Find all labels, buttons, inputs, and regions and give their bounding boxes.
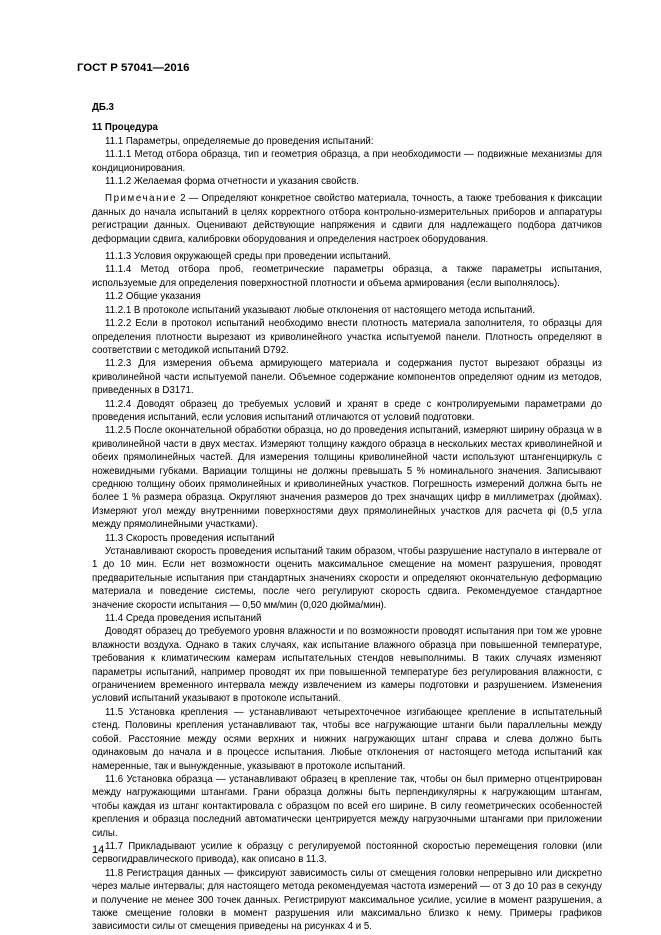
paragraph-11-8: 11.8 Регистрация данных — фиксируют зависимость силы от смещения головки непрерывно или дискретно через малые интервалы; для настоящего метода рекомендуемая частота измерений — от 3 до 10 раз в секунду и получение не менее 300 точек данных. Регистрируют максимальное усилие, усилие в момент разрушения, а также смещение головки в момент разрушения или максимально близко к нему. Примеры графиков зависимости силы от смещения приведены на рисунках 4 и 5.: [92, 867, 602, 933]
appendix-label: ДБ.3: [92, 102, 114, 113]
paragraph-11-1-4: 11.1.4 Метод отбора проб, геометрические параметры образца, а также параметры испытания, используемые для определения поверхностной плотности и объема армирования (если выполнялось).: [92, 264, 602, 289]
paragraph-11-6: 11.6 Установка образца — устанавливают образец в крепление так, чтобы он был примерно отцентрирован между нагружающими штангами. Грани образца должны быть перпендикулярны к нагружающим штангам, чтобы каждая из штанг контактировала с образцом по всей его ширине. В силу геометрических особенностей крепления и образца последний автоматически центрируется между нагрузочными штангами при приложении силы.: [92, 773, 602, 839]
paragraph-11-2-2: 11.2.2 Если в протокол испытаний необходимо внести плотность материала заполнителя, то образцы для определения плотности вырезают из криволинейного участка испытуемой панели. Плотность определяют в соответствии с методикой испытаний D792.: [92, 318, 602, 356]
paragraph-11-3-body: Устанавливают скорость проведения испытаний таким образом, чтобы разрушение наступало в интервале от 1 до 10 мин. Если нет возможности оценить максимальное смещение на момент разрушения, проводят предварительные испытания при стандартных значениях скорости и определяют окончательную деформацию материала и поведение системы, после чего регулируют скорость сдвига. Рекомендуемое стандартное значение скорости испытания — 0,50 мм/мин (0,020 дюйма/мин).: [92, 546, 602, 611]
paragraph-11-2-4: 11.2.4 Доводят образец до требуемых условий и хранят в среде с контролируемыми параметрами до проведения испытаний, если условия испытаний отличаются от условий подготовки.: [92, 398, 602, 423]
paragraph-11-1-2: 11.1.2 Желаемая форма отчетности и указания свойств.: [105, 176, 359, 188]
note-body: 2 — Определяют конкретное свойство материала, точность, а также требования к фиксации данных до начала испытаний в целях корректного отбора контрольно-измерительных приборов и аппаратуры регистрации данных. Оценивают действующие напряжения и сдвиги для надлежащего подбора датчиков деформации сдвига, калибровки оборудования и определения настроек оборудования.: [92, 193, 602, 245]
note-2: [92, 192, 602, 246]
paragraph-11-2-1: 11.2.1 В протоколе испытаний указывают любые отклонения от настоящего метода испытаний.: [105, 304, 536, 316]
paragraph-11-2: 11.2 Общие указания: [105, 291, 201, 303]
paragraph-11-2-3: 11.2.3 Для измерения объема армирующего материала и содержания пустот вырезают образцы из криволинейной части испытуемой панели. Объемное содержание компонентов определяют одним из методов, приведенных в D3171.: [92, 358, 602, 397]
note-label: Примечание: [105, 193, 178, 205]
paragraph-11-2-5: 11.2.5 После окончательной обработки образца, но до проведения испытаний, измеряют ширину образца w в криволинейной части в двух местах. Измеряют толщину каждого образца в нескольких местах криволинейной и обеих прямолинейных частей. Для измерения толщины криволинейной части используют штангенциркуль с ножевидными губками. Вариации толщины не должны превышать 5 % номинального значения. Записывают среднюю толщину обоих прямолинейных и криволинейных участков. Погрешность измерений должна быть не более 1 % размера образца. Округляют значения размеров до трех значащих цифр в миллиметрах (дюймах). Измеряют угол между внутренними поверхностями двух прямолинейных участков для расчета φi (0,5 угла между прямолинейными участками).: [92, 425, 602, 531]
paragraph-11-1: 11.1 Параметры, определяемые до проведения испытаний:: [105, 135, 374, 147]
section-title: 11 Процедура: [92, 122, 158, 134]
paragraph-11-1-3: 11.1.3 Условия окружающей среды при проведении испытаний.: [105, 251, 391, 263]
paragraph-11-5: 11.5 Установка крепления — устанавливают четырехточечное изгибающее крепление в испытательный стенд. Половины крепления устанавливают так, чтобы все нагружающие штанги были параллельны между собой. Расстояние между осями верхних и нижних нагружающих штанг справа и слева должно быть одинаковым до начала и в процессе испытания. Любые отклонения от настоящего метода испытаний как намеренные, так и вынужденные, указывают в протоколе испытаний.: [92, 706, 602, 772]
paragraph-11-1-1: 11.1.1 Метод отбора образца, тип и геометрия образца, а при необходимости — подвижные механизмы для кондиционирования.: [92, 149, 602, 174]
document-body: [92, 101, 602, 934]
paragraph-11-7: 11.7 Прикладывают усилие к образцу с регулируемой постоянной скоростью перемещения головки (или сервогидравлического привода), как описано в 11.3.: [92, 840, 602, 866]
paragraph-11-4: 11.4 Среда проведения испытаний: [105, 613, 262, 625]
paragraph-11-4-body: Доводят образец до требуемого уровня влажности и по возможности проводят испытания при том же уровне влажности воздуха. Однако в таких случаях, как испытание влажного образца при повышенной температуре, требования к климатическим камерам испытательных стендов невыполнимы. В таких случаях изменяют параметры испытаний, например проводят их при повышенной температуре без регулирования влажности, с ограничением временного интервала между извлечением из камеры подготовки и разрушением. Изменения условий испытаний указывают в протоколе испытаний.: [92, 626, 602, 705]
page-number: 14: [92, 844, 105, 856]
document-header: ГОСТ Р 57041—2016: [77, 62, 190, 74]
paragraph-11-3: 11.3 Скорость проведения испытаний: [105, 532, 275, 544]
